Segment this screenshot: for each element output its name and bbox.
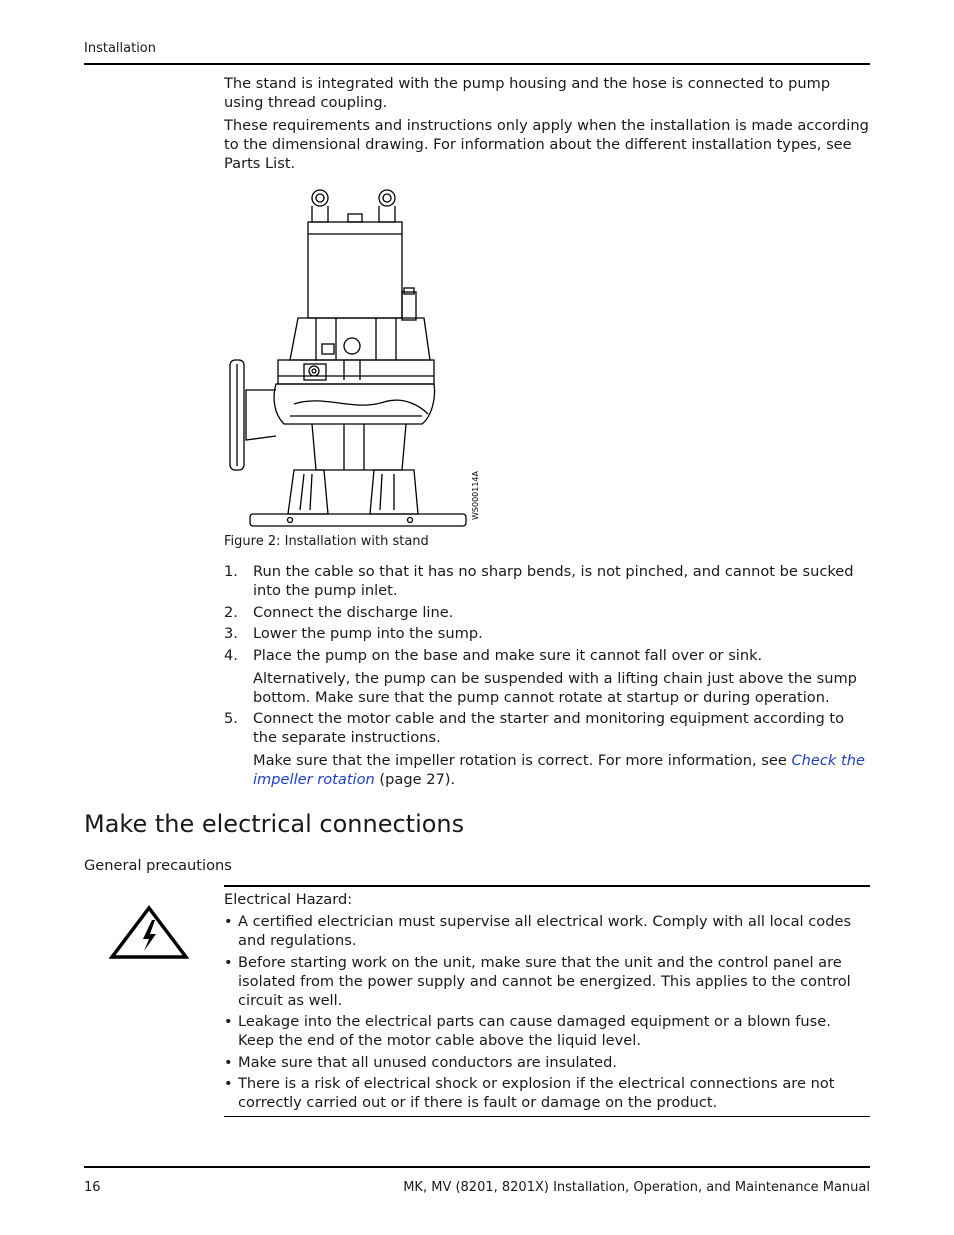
step-note: Alternatively, the pump can be suspended with a lifting chain just above the sump bottom. Make sure that the pump cannot rotate at startup or during operation. [253, 669, 857, 706]
figure-code-label: WS000114A [471, 471, 480, 520]
hazard-box-top-rule [224, 885, 870, 887]
hazard-box-bottom-rule [224, 1116, 870, 1117]
step-text: Connect the motor cable and the starter and monitoring equipment according to the separate instructions. [253, 710, 844, 746]
list-item [224, 646, 870, 707]
intro-paragraph-2: These requirements and instructions only apply when the installation is made according to the dimensional drawing. For information about the different installation types, see Parts List. [224, 117, 869, 172]
page-number: 16 [84, 1180, 101, 1195]
step-text: Connect the discharge line. [253, 603, 454, 621]
step-number: 3. [224, 625, 238, 642]
subsection-heading: General precautions [84, 857, 232, 874]
step-text: Place the pump on the base and make sure it cannot fall over or sink. [253, 646, 763, 664]
list-item [224, 603, 870, 622]
hazard-list [224, 912, 864, 1115]
list-item: • Leakage into the electrical parts can cause damaged equipment or a blown fuse. Keep the end of the motor cable above the liquid level. [224, 1012, 864, 1050]
step-number: 2. [224, 603, 238, 621]
step-note-page: (page 27). [374, 771, 456, 788]
list-item [224, 562, 870, 600]
list-item [224, 624, 870, 643]
list-item: • There is a risk of electrical shock or explosion if the electrical connections are not correctly carried out or if there is fault or damage on the product. [224, 1074, 864, 1112]
step-text: Run the cable so that it has no sharp bends, is not pinched, and cannot be sucked into the pump inlet. [253, 563, 854, 599]
step-number: 1. [224, 563, 238, 580]
installation-steps [224, 562, 870, 792]
list-item: • Make sure that all unused conductors are insulated. [224, 1053, 864, 1072]
footer-rule [84, 1166, 870, 1168]
intro-paragraph-1: The stand is integrated with the pump housing and the hose is connected to pump using thread coupling. [224, 75, 831, 111]
step-note-text: Make sure that the impeller rotation is correct. For more information, see [253, 752, 792, 769]
figure-caption: Figure 2: Installation with stand [224, 534, 429, 549]
step-text: Lower the pump into the sump. [253, 625, 483, 642]
header-rule [84, 63, 870, 65]
pump-stand-figure [224, 184, 494, 536]
step-number: 5. [224, 710, 238, 727]
document-title: MK, MV (8201, 8201X) Installation, Operation, and Maintenance Manual [403, 1180, 870, 1195]
list-item [224, 709, 870, 789]
step-number: 4. [224, 646, 238, 664]
step-note [253, 751, 870, 789]
hazard-title: Electrical Hazard: [224, 891, 353, 908]
running-header: Installation [84, 41, 157, 56]
electrical-hazard-warning-icon [109, 905, 189, 961]
impeller-rotation-link[interactable]: Check the impeller rotation [253, 752, 865, 788]
list-item: • A certified electrician must supervise all electrical work. Comply with all local codes and regulations. [224, 912, 864, 950]
list-item: • Before starting work on the unit, make sure that the unit and the control panel are isolated from the power supply and cannot be energized. This applies to the control circuit as well. [224, 953, 864, 1010]
section-heading: Make the electrical connections [84, 810, 465, 838]
